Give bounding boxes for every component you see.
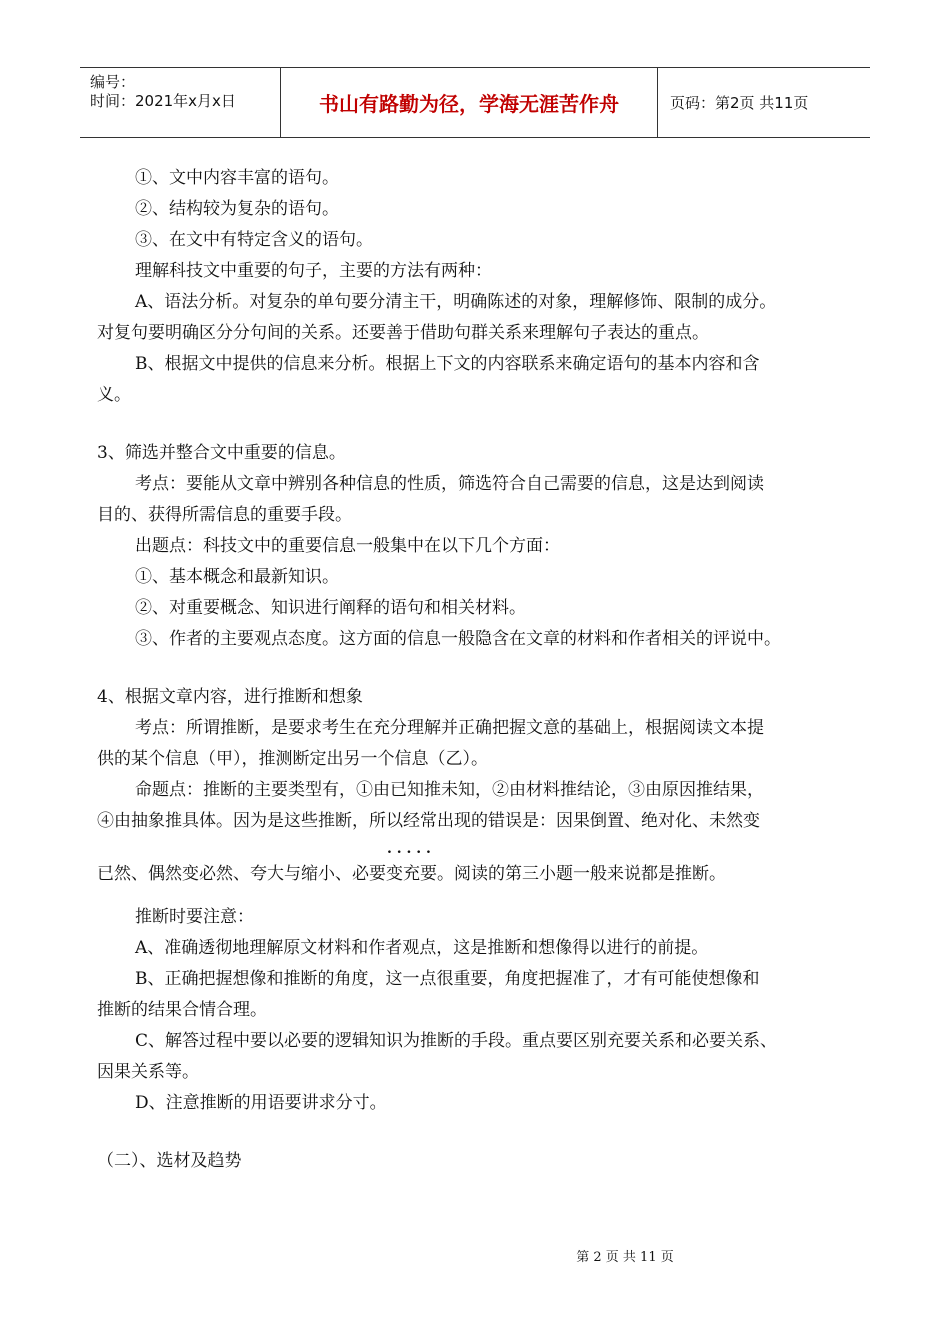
emphasis-dots [97,837,867,859]
page-footer [0,1246,950,1265]
footer-page-number: 第 2 页 共 11 页 [576,1250,674,1265]
text-line: C、解答过程中要以必要的逻辑知识为推断的手段。重点要区别充要关系和必要关系、 [135,1031,778,1051]
page-header [80,67,870,138]
text-line: A、准确透彻地理解原文材料和作者观点，这是推断和想像得以进行的前提。 [135,938,709,958]
text-line: 考点：要能从文章中辨别各种信息的性质，筛选符合自己需要的信息，这是达到阅读 [135,474,764,494]
text-line: 理解科技文中重要的句子，主要的方法有两种： [135,261,492,281]
text-line: D、注意推断的用语要讲求分寸。 [135,1093,387,1113]
time-label: 时间：2021年x月x日 [90,92,236,110]
text-line: 推断的结果合情合理。 [97,1000,267,1020]
text-line: 考点：所谓推断，是要求考生在充分理解并正确把握文意的基础上，根据阅读文本提 [135,718,764,738]
text-line: ①、文中内容丰富的语句。 [135,168,339,188]
document-body [97,163,867,1177]
text-line: 目的、获得所需信息的重要手段。 [97,505,352,525]
text-line: ②、对重要概念、知识进行阐释的语句和相关材料。 [135,598,526,618]
header-meta [80,68,281,137]
text-line: 义。 [97,385,131,405]
text-line: ①、基本概念和最新知识。 [135,567,339,587]
text-line: ③、作者的主要观点态度。这方面的信息一般隐含在文章的材料和作者相关的评说中。 [135,629,781,649]
text-line: 对复句要明确区分分句间的关系。还要善于借助句群关系来理解句子表达的重点。 [97,323,709,343]
text-line: ④由抽象推具体。因为是这些推断，所以经常出现的错误是：因果倒置、绝对化、未然变 [97,811,760,831]
text-line: ③、在文中有特定含义的语句。 [135,230,373,250]
text-line: 出题点：科技文中的重要信息一般集中在以下几个方面： [135,536,560,556]
emphasis-dot-marks: . . . . . [387,841,431,857]
number-label: 编号： [90,73,136,91]
text-line: 命题点：推断的主要类型有，①由已知推未知，②由材料推结论，③由原因推结果， [135,780,764,800]
text-line: 推断时要注意： [135,907,254,927]
text-line: A、语法分析。对复杂的单句要分清主干，明确陈述的对象，理解修饰、限制的成分。 [135,292,777,312]
text-line: 已然、偶然变必然、夸大与缩小、必要变充要。阅读的第三小题一般来说都是推断。 [97,864,726,884]
text-line: ②、结构较为复杂的语句。 [135,199,339,219]
section-heading: 4、根据文章内容，进行推断和想象 [97,687,363,707]
section-heading: 3、筛选并整合文中重要的信息。 [97,443,346,463]
text-line: B、正确把握想像和推断的角度，这一点很重要，角度把握准了，才有可能使想像和 [135,969,760,989]
header-motto: 书山有路勤为径，学海无涯苦作舟 [281,68,658,137]
header-page-info: 页码：第2页 共11页 [670,94,809,112]
section-heading: （二）、选材及趋势 [97,1151,242,1171]
text-line: 因果关系等。 [97,1062,199,1082]
text-line: 供的某个信息（甲），推测断定出另一个信息（乙）。 [97,749,488,769]
text-line: B、根据文中提供的信息来分析。根据上下文的内容联系来确定语句的基本内容和含 [135,354,760,374]
